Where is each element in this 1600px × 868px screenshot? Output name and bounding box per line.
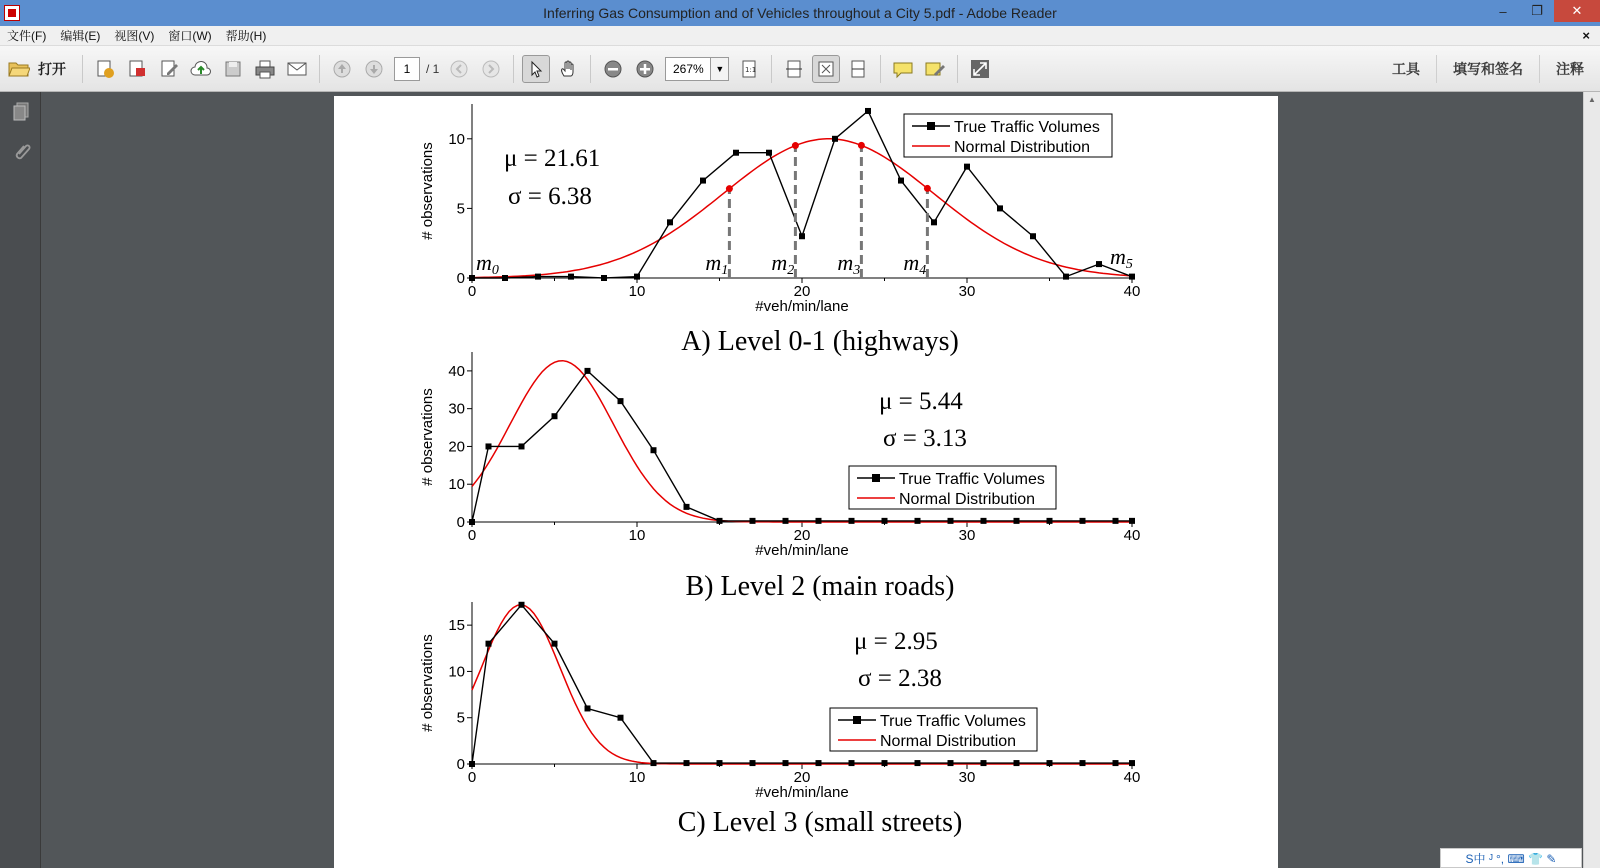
data-point: [651, 760, 657, 766]
data-point: [981, 518, 987, 524]
speech-bubble-icon: [892, 59, 914, 79]
menu-window[interactable]: 窗口(W): [168, 29, 212, 43]
boundary-label: [476, 250, 499, 278]
printer-icon: [254, 59, 276, 79]
x-tick-label: 40: [1123, 527, 1141, 544]
forward-circle-icon: [481, 59, 501, 79]
data-point: [1063, 274, 1069, 280]
sigma-label: σ = 3.13: [883, 425, 967, 452]
data-point: [486, 641, 492, 647]
fit-width-icon: [784, 59, 804, 79]
toolbar-right: [1376, 46, 1600, 92]
boundary-subscript: 4: [919, 263, 927, 278]
save-button[interactable]: [219, 55, 247, 83]
boundary-letter: m: [705, 250, 722, 275]
data-point: [552, 641, 558, 647]
data-point: [898, 178, 904, 184]
scroll-mode-icon: [848, 59, 868, 79]
zoom-out-button[interactable]: [599, 55, 627, 83]
panel-caption: C) Level 3 (small streets): [677, 807, 963, 838]
attachments-button[interactable]: [0, 132, 41, 172]
chart-panel-1: [419, 104, 1140, 357]
scroll-up-arrow-icon[interactable]: ▲: [1588, 94, 1596, 104]
data-point: [849, 518, 855, 524]
export-pdf-icon: [127, 59, 147, 79]
menu-view[interactable]: 视图(V): [114, 29, 155, 43]
data-point: [1113, 518, 1119, 524]
document-close-button[interactable]: ×: [1582, 28, 1590, 43]
page-number-input[interactable]: 1: [394, 57, 420, 81]
data-point: [585, 705, 591, 711]
boundary-label: [903, 250, 926, 278]
data-point: [1030, 233, 1036, 239]
fit-width-button[interactable]: [780, 55, 808, 83]
data-point: [1096, 261, 1102, 267]
data-point: [783, 518, 789, 524]
data-point: [568, 274, 574, 280]
y-axis-label: # observations: [419, 142, 436, 240]
data-point: [882, 518, 888, 524]
data-point: [651, 447, 657, 453]
y-tick-label: 10: [448, 476, 465, 494]
legend-label-true: True Traffic Volumes: [880, 713, 1026, 730]
y-tick-label: 5: [456, 709, 465, 727]
data-point: [502, 275, 508, 281]
boundary-subscript: 2: [787, 263, 795, 278]
data-point: [816, 760, 822, 766]
toolbar-separator: [771, 55, 772, 83]
y-tick-label: 0: [456, 514, 465, 531]
data-point: [849, 760, 855, 766]
create-pdf-button[interactable]: [91, 55, 119, 83]
data-point: [717, 760, 723, 766]
sigma-label: σ = 2.38: [858, 665, 942, 692]
legend-marker-true: [872, 474, 880, 482]
x-tick-label: 20: [793, 527, 811, 544]
y-tick-label: 10: [448, 130, 465, 148]
toolbar-separator: [513, 55, 514, 83]
zoom-value[interactable]: 267%: [665, 57, 711, 81]
legend-marker-true: [853, 716, 861, 724]
data-point: [684, 760, 690, 766]
cut-point-marker: [726, 185, 733, 192]
figure-charts: [334, 96, 1278, 868]
menu-edit[interactable]: 编辑(E): [60, 29, 101, 43]
data-point: [783, 760, 789, 766]
x-tick-label: 30: [958, 769, 976, 786]
x-tick-label: 10: [628, 527, 646, 544]
menu-file[interactable]: 文件(F): [7, 29, 47, 43]
boundary-label: [705, 250, 728, 278]
zoom-in-button[interactable]: [631, 55, 659, 83]
legend-label-normal: Normal Distribution: [954, 139, 1091, 156]
window-controls: [1486, 0, 1600, 26]
pdf-page: [334, 96, 1278, 868]
data-point: [1014, 760, 1020, 766]
boundary-letter: m: [1110, 244, 1126, 269]
data-point: [535, 274, 541, 280]
legend: [904, 114, 1112, 157]
folder-open-icon: [8, 60, 30, 78]
toolbar-separator: [957, 55, 958, 83]
back-button[interactable]: [445, 55, 473, 83]
page-thumbnails-button[interactable]: [0, 92, 41, 132]
panel-caption: B) Level 2 (main roads): [685, 571, 955, 602]
comment-link[interactable]: 注释: [1539, 55, 1600, 83]
boundary-letter: m: [837, 250, 854, 275]
x-tick-label: 40: [1123, 283, 1141, 300]
x-tick-label: 0: [467, 527, 477, 544]
y-tick-label: 40: [448, 362, 465, 380]
toolbar-separator: [880, 55, 881, 83]
document-viewer[interactable]: [42, 92, 1600, 868]
restore-button[interactable]: ❐: [1531, 3, 1543, 18]
y-axis-label: # observations: [419, 634, 436, 732]
data-point: [915, 760, 921, 766]
navigation-pane: [0, 92, 41, 868]
x-tick-label: 0: [467, 769, 477, 786]
envelope-icon: [286, 60, 308, 78]
x-tick-label: 10: [628, 769, 646, 786]
scroll-mode-button[interactable]: [844, 55, 872, 83]
actual-size-button[interactable]: [735, 55, 763, 83]
forward-button[interactable]: [477, 55, 505, 83]
window-title: Inferring Gas Consumption and of Vehicles throughout a City 5.pdf - Adobe Reader: [543, 5, 1057, 21]
boundary-letter: m: [476, 250, 492, 275]
data-point: [1080, 760, 1086, 766]
panel-caption: A) Level 0-1 (highways): [681, 326, 959, 357]
title-bar: [0, 0, 1600, 26]
data-point: [750, 760, 756, 766]
chart-panel-2: [419, 352, 1140, 602]
data-point: [997, 205, 1003, 211]
ime-toolbar[interactable]: [1440, 848, 1582, 868]
cut-point-marker: [924, 185, 931, 192]
export-pdf-button[interactable]: [123, 55, 151, 83]
data-point: [931, 219, 937, 225]
data-point: [733, 150, 739, 156]
toolbar-separator: [319, 55, 320, 83]
data-point: [717, 518, 723, 524]
x-axis-label: #veh/min/lane: [755, 542, 849, 559]
data-point: [766, 150, 772, 156]
select-tool-button[interactable]: [522, 55, 550, 83]
y-tick-label: 30: [448, 400, 465, 418]
data-point: [552, 413, 558, 419]
data-point: [882, 760, 888, 766]
fit-page-button[interactable]: [812, 55, 840, 83]
x-tick-label: 0: [467, 283, 477, 300]
print-button[interactable]: [251, 55, 279, 83]
tools-link[interactable]: 工具: [1392, 61, 1420, 77]
highlight-icon: [924, 59, 946, 79]
back-circle-icon: [449, 59, 469, 79]
data-point: [700, 178, 706, 184]
boundary-letter: m: [903, 250, 920, 275]
edit-pdf-button[interactable]: [155, 55, 183, 83]
data-point: [915, 518, 921, 524]
mu-label: μ = 5.44: [879, 388, 963, 415]
page-total: / 1: [426, 61, 440, 76]
pages-icon: [11, 101, 31, 123]
data-point: [618, 715, 624, 721]
cut-point-marker: [792, 142, 799, 149]
fullscreen-button[interactable]: [966, 55, 994, 83]
arrow-up-circle-icon: [332, 59, 352, 79]
y-tick-label: 0: [456, 270, 465, 287]
vertical-scrollbar[interactable]: [1583, 92, 1600, 868]
svg-text:1:1: 1:1: [745, 65, 757, 74]
open-button[interactable]: [8, 59, 76, 79]
fill-sign-link[interactable]: 填写和签名: [1436, 55, 1539, 83]
actual-size-icon: [739, 59, 759, 79]
data-point: [948, 518, 954, 524]
close-button[interactable]: ✕: [1554, 0, 1600, 22]
chevron-down-icon[interactable]: ▼: [711, 57, 729, 81]
legend-marker-true: [927, 122, 935, 130]
paperclip-icon: [11, 141, 31, 163]
comment-button[interactable]: [889, 55, 917, 83]
data-point: [634, 274, 640, 280]
menu-help[interactable]: 帮助(H): [225, 29, 267, 43]
data-point: [981, 760, 987, 766]
boundary-label: [1110, 244, 1133, 272]
toolbar-separator: [590, 55, 591, 83]
data-point: [1047, 760, 1053, 766]
expand-icon: [969, 58, 991, 80]
edit-icon: [159, 59, 179, 79]
boundary-letter: m: [771, 250, 788, 275]
data-point: [948, 760, 954, 766]
sigma-label: σ = 6.38: [508, 183, 592, 210]
data-point: [469, 519, 475, 525]
x-axis-label: #veh/min/lane: [755, 298, 849, 315]
data-point: [865, 108, 871, 114]
x-tick-label: 20: [793, 283, 811, 300]
email-button[interactable]: [283, 55, 311, 83]
data-point: [1014, 518, 1020, 524]
data-point: [469, 275, 475, 281]
data-point: [1113, 760, 1119, 766]
menu-bar: [0, 26, 1600, 46]
open-label: 打开: [38, 60, 66, 77]
adobe-reader-icon: [4, 5, 20, 21]
y-tick-label: 10: [448, 663, 465, 681]
plus-circle-icon: [635, 59, 655, 79]
data-point: [585, 368, 591, 374]
y-axis-label: # observations: [419, 388, 436, 486]
chart-panel-3: [419, 602, 1140, 838]
data-point: [1047, 518, 1053, 524]
data-point: [1129, 274, 1135, 280]
boundary-subscript: 1: [721, 263, 729, 278]
cursor-icon: [526, 59, 546, 79]
cloud-upload-icon: [190, 59, 212, 79]
y-tick-label: 20: [448, 438, 465, 456]
y-tick-label: 15: [448, 617, 465, 635]
data-point: [486, 443, 492, 449]
ime-label: S中 ᴶ °, ⌨ 👕 ✎: [1465, 851, 1557, 866]
data-point: [964, 164, 970, 170]
data-point: [799, 233, 805, 239]
mu-label: μ = 21.61: [504, 145, 601, 172]
data-point: [667, 219, 673, 225]
save-icon: [223, 59, 243, 79]
data-point: [469, 761, 475, 767]
data-point: [832, 136, 838, 142]
boundary-subscript: 5: [1125, 257, 1133, 272]
legend-label-normal: Normal Distribution: [899, 491, 1036, 508]
legend-label-normal: Normal Distribution: [880, 733, 1017, 750]
next-page-button[interactable]: [360, 55, 388, 83]
toolbar: [0, 46, 1600, 92]
minus-circle-icon: [603, 59, 623, 79]
create-pdf-icon: [95, 59, 115, 79]
zoom-select[interactable]: [665, 57, 729, 81]
fit-page-icon: [816, 59, 836, 79]
hand-icon: [558, 59, 578, 79]
data-point: [618, 398, 624, 404]
boundary-label: [837, 250, 860, 278]
data-point: [1129, 518, 1135, 524]
x-tick-label: 30: [958, 527, 976, 544]
data-point: [601, 275, 607, 281]
highlight-button[interactable]: [921, 55, 949, 83]
minimize-button[interactable]: –: [1499, 3, 1507, 19]
data-point: [1080, 518, 1086, 524]
x-tick-label: 20: [793, 769, 811, 786]
data-point: [816, 518, 822, 524]
x-tick-label: 30: [958, 283, 976, 300]
legend-label-true: True Traffic Volumes: [899, 471, 1045, 488]
toolbar-separator: [82, 55, 83, 83]
arrow-down-circle-icon: [364, 59, 384, 79]
legend-label-true: True Traffic Volumes: [954, 119, 1100, 136]
cut-point-marker: [858, 142, 865, 149]
x-tick-label: 40: [1123, 769, 1141, 786]
data-point: [1129, 760, 1135, 766]
upload-button[interactable]: [187, 55, 215, 83]
boundary-subscript: 0: [491, 263, 499, 278]
data-point: [519, 602, 525, 608]
x-axis-label: #veh/min/lane: [755, 784, 849, 801]
x-tick-label: 10: [628, 283, 646, 300]
hand-tool-button[interactable]: [554, 55, 582, 83]
y-tick-label: 0: [456, 756, 465, 773]
data-point: [750, 518, 756, 524]
y-tick-label: 5: [456, 200, 465, 218]
mu-label: μ = 2.95: [854, 628, 938, 655]
data-point: [519, 443, 525, 449]
boundary-label: [771, 250, 794, 278]
boundary-subscript: 3: [853, 263, 861, 278]
legend: [849, 466, 1056, 509]
data-point: [684, 504, 690, 510]
legend: [830, 708, 1037, 751]
previous-page-button[interactable]: [328, 55, 356, 83]
